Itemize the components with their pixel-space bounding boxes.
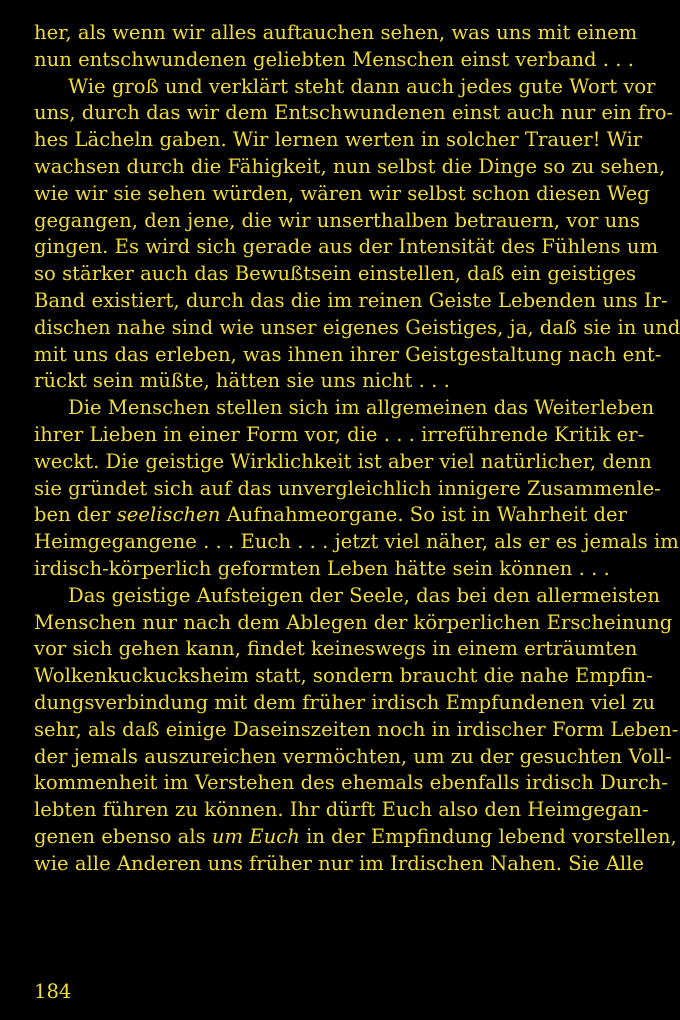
text-line: nun entschwundenen geliebten Menschen einst verband . . . <box>34 47 634 71</box>
text-line: Menschen nur nach dem Ablegen der körperlichen Erscheinung <box>34 610 673 634</box>
text-line <box>34 502 627 529</box>
text-line: lebten führen zu können. Ihr dürft Euch also den Heimgegan- <box>34 798 649 822</box>
paragraph <box>34 74 680 396</box>
text-segment: in der Empfindung lebend vorstellen, <box>306 824 677 848</box>
text-line: weckt. Die geistige Wirklichkeit ist aber viel natürlicher, denn <box>34 449 652 473</box>
text-line: gegangen, den jene, die wir unserthalben betrauern, vor uns <box>34 208 640 232</box>
text-line <box>34 824 677 851</box>
text-segment: genen ebenso als <box>34 824 206 848</box>
text-line: gingen. Es wird sich gerade aus der Intensität des Fühlens um <box>34 235 659 259</box>
text-line: wie wir sie sehen würden, wären wir selbst schon diesen Weg <box>34 181 650 205</box>
italic-emphasis: um Euch <box>211 824 300 848</box>
text-line: ihrer Lieben in einer Form vor, die . . . irreführende Kritik er- <box>34 422 645 446</box>
text-line: vor sich gehen kann, findet keineswegs in einem erträumten <box>34 637 638 661</box>
text-line: irdisch-körperlich geformten Leben hätte sein können . . . <box>34 556 610 580</box>
text-line: Wolkenkuckucksheim statt, sondern braucht die nahe Empfin- <box>34 664 653 688</box>
text-line: so stärker auch das Bewußtsein einstellen, daß ein geistiges <box>34 262 637 286</box>
text-line: sehr, als daß einige Daseinszeiten noch in irdischer Form Leben- <box>34 717 679 741</box>
text-line: kommenheit im Verstehen des ehemals ebenfalls irdisch Durch- <box>34 771 668 795</box>
text-line: dungsverbindung mit dem früher irdisch Empfundenen viel zu <box>34 690 656 714</box>
text-line: der jemals auszureichen vermöchten, um zu der gesuchten Voll- <box>34 744 672 768</box>
text-line: her, als wenn wir alles auftauchen sehen, was uns mit einem <box>34 21 638 44</box>
text-line: sie gründet sich auf das unvergleichlich innigere Zusammenle- <box>34 476 661 500</box>
text-line: rückt sein müßte, hätten sie uns nicht . . . <box>34 369 450 393</box>
page-number: 184 <box>34 980 72 1003</box>
text-line: Wie groß und verklärt steht dann auch jedes gute Wort vor <box>68 74 656 98</box>
paragraph <box>34 20 638 74</box>
italic-emphasis: seelischen <box>116 503 221 527</box>
text-segment: ben der <box>34 503 111 527</box>
paragraph <box>34 583 679 878</box>
text-line: uns, durch das wir dem Entschwundenen einst auch nur ein fro- <box>34 101 674 125</box>
text-line: mit uns das erleben, was ihnen ihrer Geistgestaltung nach ent- <box>34 342 662 366</box>
paragraph <box>34 395 679 583</box>
text-line: Band existiert, durch das die im reinen Geiste Lebenden uns Ir- <box>34 288 668 312</box>
text-line: hes Lächeln gaben. Wir lernen werten in solcher Trauer! Wir <box>34 128 643 152</box>
book-page-text <box>34 20 680 878</box>
text-line: wie alle Anderen uns früher nur im Irdischen Nahen. Sie Alle <box>34 851 645 875</box>
text-line: Heimgegangene . . . Euch . . . jetzt viel näher, als er es jemals im <box>34 530 679 554</box>
text-line: Das geistige Aufsteigen der Seele, das bei den allermeisten <box>68 583 660 607</box>
text-line: Die Menschen stellen sich im allgemeinen das Weiterleben <box>68 396 655 420</box>
text-segment: Aufnahmeorgane. So ist in Wahrheit der <box>226 503 627 527</box>
text-line: wachsen durch die Fähigkeit, nun selbst die Dinge so zu sehen, <box>34 154 666 178</box>
text-line: dischen nahe sind wie unser eigenes Geistiges, ja, daß sie in und <box>34 315 680 339</box>
